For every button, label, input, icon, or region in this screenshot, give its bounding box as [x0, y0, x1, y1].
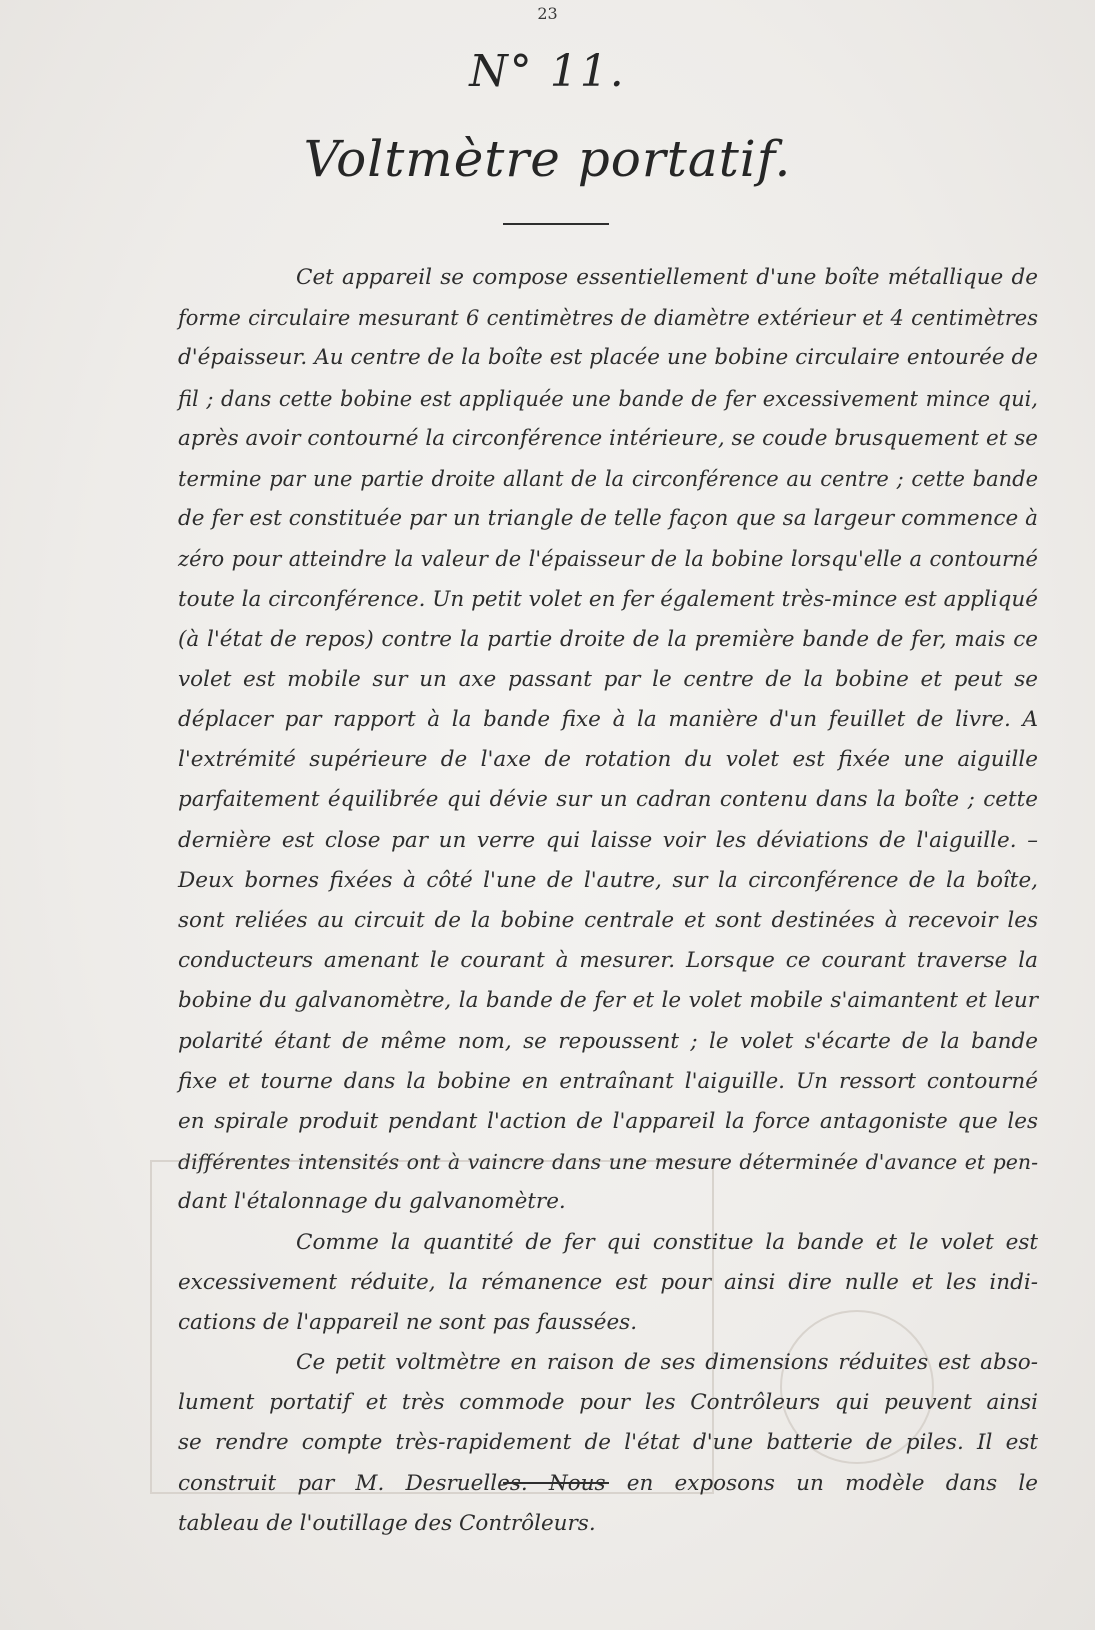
- text-line: dant l'étalonnage du galvanomètre.: [178, 1189, 566, 1215]
- text-line: zéro pour atteindre la valeur de l'épaisseur de la bobine lorsqu'elle a contourné: [178, 547, 1038, 572]
- text-line: parfaitement équilibrée qui dévie sur un cadran contenu dans la boîte ; cette: [178, 787, 1038, 813]
- document-number: N° 11.: [469, 46, 626, 97]
- text-line: déplacer par rapport à la bande fixe à la manière d'un feuillet de livre. A: [178, 707, 1038, 733]
- text-line: différentes intensités ont à vaincre dans une mesure déterminée d'avance et pen-: [178, 1150, 1038, 1175]
- text-line: de fer est constituée par un triangle de telle façon que sa largeur commence à: [178, 506, 1038, 532]
- text-line: après avoir contourné la circonférence intérieure, se coude brusquement et se: [178, 425, 1038, 451]
- text-line: fixe et tourne dans la bobine en entraînant l'aiguille. Un ressort contourné: [178, 1068, 1038, 1094]
- text-line: polarité étant de même nom, se repoussent ; le volet s'écarte de la bande: [178, 1028, 1038, 1054]
- body-text: [178, 258, 1038, 1544]
- text-line: Deux bornes fixées à côté l'une de l'autre, sur la circonférence de la boîte,: [178, 867, 1038, 893]
- text-line: forme circulaire mesurant 6 centimètres de diamètre extérieur et 4 centimètres: [178, 306, 1038, 331]
- text-line: volet est mobile sur un axe passant par le centre de la bobine et peut se: [178, 666, 1038, 692]
- text-line: toute la circonférence. Un petit volet en fer également très-mince est appliqué: [178, 586, 1038, 612]
- text-line: construit par M. Desruelles. Nous en exposons un modèle dans le: [178, 1470, 1038, 1496]
- text-line: tableau de l'outillage des Contrôleurs.: [178, 1510, 596, 1536]
- text-line: Cet appareil se compose essentiellement d'une boîte métallique de: [296, 265, 1038, 290]
- text-line: cations de l'appareil ne sont pas faussées.: [178, 1309, 638, 1335]
- text-line: en spirale produit pendant l'action de l'appareil la force antagoniste que les: [178, 1108, 1038, 1134]
- text-line: excessivement réduite, la rémanence est pour ainsi dire nulle et les indi-: [178, 1269, 1038, 1295]
- text-line: dernière est close par un verre qui laisse voir les déviations de l'aiguille. –: [178, 827, 1038, 853]
- text-line: termine par une partie droite allant de la circonférence au centre ; cette bande: [178, 466, 1038, 491]
- title-underline: [503, 223, 609, 225]
- page-number: 23: [537, 4, 558, 23]
- text-line: d'épaisseur. Au centre de la boîte est placée une bobine circulaire entourée de: [178, 345, 1038, 371]
- text-line: lument portatif et très commode pour les Contrôleurs qui peuvent ainsi: [178, 1390, 1038, 1416]
- text-line: bobine du galvanomètre, la bande de fer et le volet mobile s'aimantent et leur: [178, 988, 1038, 1014]
- text-line: fil ; dans cette bobine est appliquée une bande de fer excessivement mince qui,: [178, 386, 1038, 411]
- text-line: (à l'état de repos) contre la partie droite de la première bande de fer, mais ce: [178, 626, 1038, 652]
- text-line: sont reliées au circuit de la bobine centrale et sont destinées à recevoir les: [178, 908, 1038, 933]
- text-line: Ce petit voltmètre en raison de ses dimensions réduites est abso-: [296, 1350, 1038, 1376]
- text-line: Comme la quantité de fer qui constitue la bande et le volet est: [296, 1229, 1038, 1255]
- text-line: se rendre compte très-rapidement de l'état d'une batterie de piles. Il est: [178, 1430, 1038, 1456]
- text-line: l'extrémité supérieure de l'axe de rotation du volet est fixée une aiguille: [178, 747, 1038, 773]
- text-line: conducteurs amenant le courant à mesurer. Lorsque ce courant traverse la: [178, 948, 1038, 974]
- document-title: Voltmètre portatif.: [303, 130, 792, 188]
- closing-rule: [503, 1482, 609, 1484]
